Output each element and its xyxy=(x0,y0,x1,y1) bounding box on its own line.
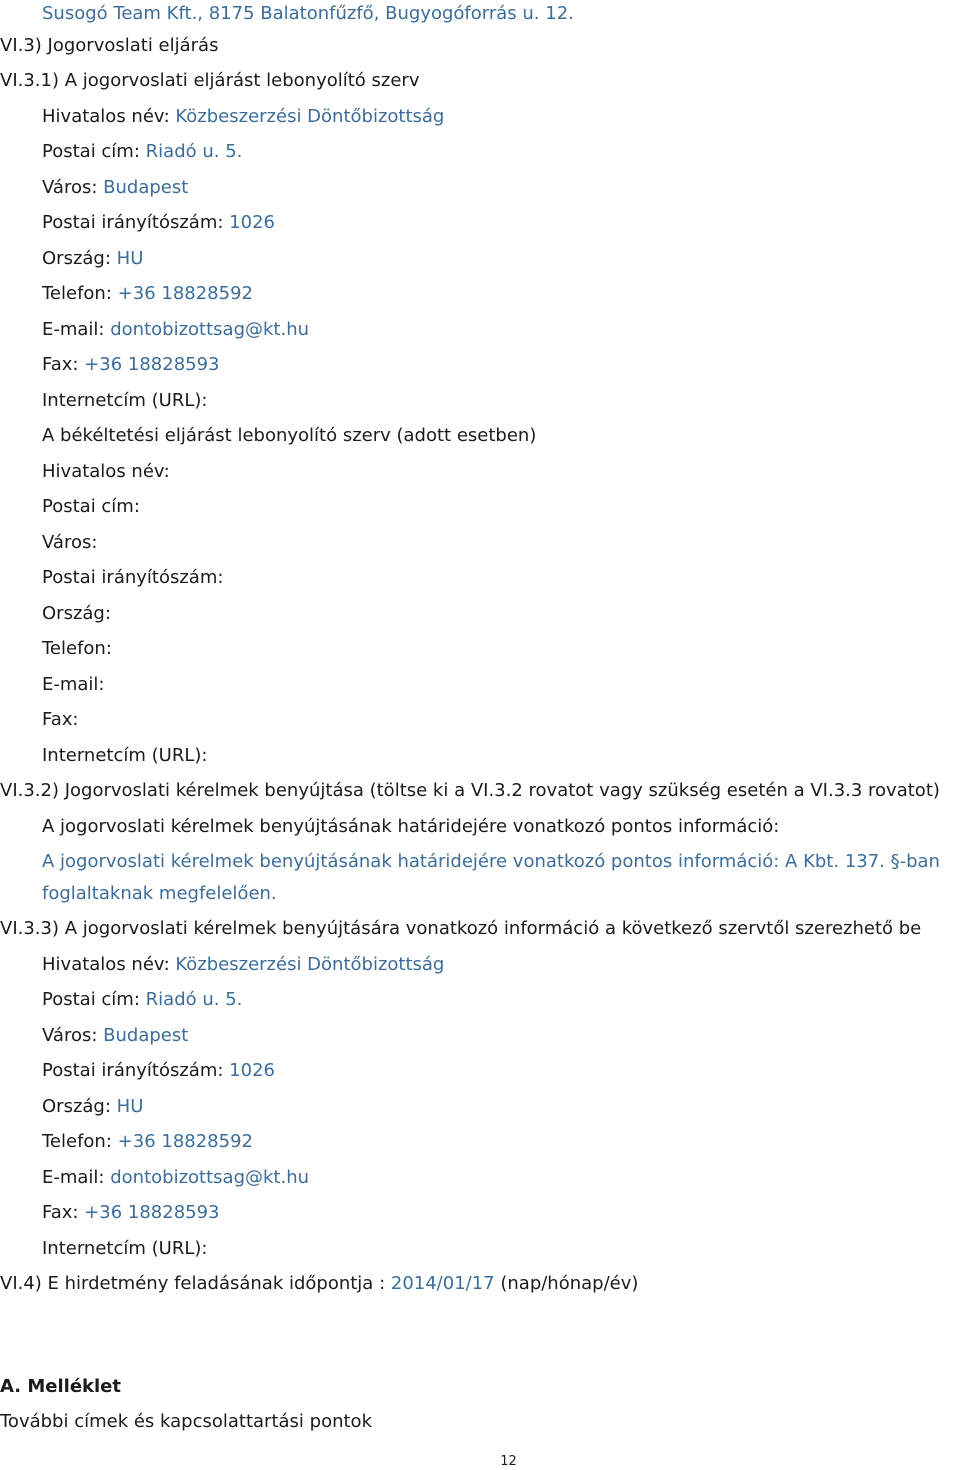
body1-email-label: E-mail: xyxy=(42,319,105,340)
body2-email-label: E-mail: xyxy=(42,1167,105,1188)
body2-country-value: HU xyxy=(116,1096,144,1117)
body2-phone-row xyxy=(42,1130,253,1154)
body2-fax-label: Fax: xyxy=(42,1202,79,1223)
body2-addr-label: Postai cím: xyxy=(42,989,140,1010)
body1-phone-row xyxy=(42,282,253,306)
body2-city-row xyxy=(42,1024,188,1048)
section-vi4-format: (nap/hónap/év) xyxy=(500,1273,639,1294)
body1-zip-value: 1026 xyxy=(229,212,275,233)
annex-subtitle: További címek és kapcsolattartási pontok xyxy=(0,1411,372,1432)
body1-addr-value: Riadó u. 5. xyxy=(145,141,243,162)
body1-email-row xyxy=(42,318,309,342)
mediation-country-label: Ország: xyxy=(42,603,111,624)
section-vi4-label: VI.4) E hirdetmény feladásának időpontja : xyxy=(0,1273,386,1294)
mediation-email-label: E-mail: xyxy=(42,674,105,695)
deadline-value-line2: foglaltaknak megfelelően. xyxy=(42,883,277,904)
body2-phone-label: Telefon: xyxy=(42,1131,112,1152)
body2-name-row xyxy=(42,953,444,977)
body1-city-value: Budapest xyxy=(103,177,189,198)
body1-zip-label: Postai irányítószám: xyxy=(42,212,224,233)
body1-fax-label: Fax: xyxy=(42,354,79,375)
deadline-value-line1: A jogorvoslati kérelmek benyújtásának határidejére vonatkozó pontos információ: A Kbt. 137. §-ban xyxy=(42,851,940,872)
section-vi4-row xyxy=(0,1272,638,1296)
body2-fax-row xyxy=(42,1201,220,1225)
section-vi31-heading: VI.3.1) A jogorvoslati eljárást lebonyolító szerv xyxy=(0,70,420,91)
body2-country-row xyxy=(42,1095,143,1119)
body1-addr-row xyxy=(42,140,242,164)
body2-url-label: Internetcím (URL): xyxy=(42,1238,208,1259)
body1-country-value: HU xyxy=(116,248,144,269)
body1-url-label: Internetcím (URL): xyxy=(42,390,208,411)
body1-phone-value: +36 18828592 xyxy=(117,283,253,304)
body2-city-label: Város: xyxy=(42,1025,98,1046)
body1-name-label: Hivatalos név: xyxy=(42,106,170,127)
contractor-address: Susogó Team Kft., 8175 Balatonfűzfő, Bugyogóforrás u. 12. xyxy=(42,3,574,24)
body1-city-row xyxy=(42,176,188,200)
annex-title: A. Melléklet xyxy=(0,1376,121,1397)
body2-addr-row xyxy=(42,988,242,1012)
body1-phone-label: Telefon: xyxy=(42,283,112,304)
body2-name-label: Hivatalos név: xyxy=(42,954,170,975)
body2-email-value[interactable]: dontobizottsag@kt.hu xyxy=(110,1167,310,1188)
mediation-city-label: Város: xyxy=(42,532,98,553)
body1-fax-row xyxy=(42,353,220,377)
body1-country-row xyxy=(42,247,143,271)
body2-city-value: Budapest xyxy=(103,1025,189,1046)
section-vi33-heading: VI.3.3) A jogorvoslati kérelmek benyújtására vonatkozó információ a következő szervtől szerezhető be xyxy=(0,918,922,939)
section-vi32-heading: VI.3.2) Jogorvoslati kérelmek benyújtása (töltse ki a VI.3.2 rovatot vagy szükség esetén a VI.3.3 rovatot) xyxy=(0,780,940,801)
mediation-fax-label: Fax: xyxy=(42,709,79,730)
mediation-heading: A békéltetési eljárást lebonyolító szerv (adott esetben) xyxy=(42,425,537,446)
body2-zip-row xyxy=(42,1059,275,1083)
section-vi4-date: 2014/01/17 xyxy=(390,1273,495,1294)
body1-country-label: Ország: xyxy=(42,248,111,269)
body1-zip-row xyxy=(42,211,275,235)
body1-city-label: Város: xyxy=(42,177,98,198)
body1-name-value: Közbeszerzési Döntőbizottság xyxy=(175,106,445,127)
body1-fax-value: +36 18828593 xyxy=(84,354,220,375)
mediation-name-label: Hivatalos név: xyxy=(42,461,170,482)
body2-zip-value: 1026 xyxy=(229,1060,275,1081)
body2-email-row xyxy=(42,1166,309,1190)
body2-addr-value: Riadó u. 5. xyxy=(145,989,243,1010)
body2-zip-label: Postai irányítószám: xyxy=(42,1060,224,1081)
body2-phone-value: +36 18828592 xyxy=(117,1131,253,1152)
body1-name-row xyxy=(42,105,444,129)
mediation-url-label: Internetcím (URL): xyxy=(42,745,208,766)
body2-name-value: Közbeszerzési Döntőbizottság xyxy=(175,954,445,975)
deadline-label: A jogorvoslati kérelmek benyújtásának határidejére vonatkozó pontos információ: xyxy=(42,816,780,837)
mediation-zip-label: Postai irányítószám: xyxy=(42,567,224,588)
section-vi3-heading: VI.3) Jogorvoslati eljárás xyxy=(0,35,219,56)
mediation-addr-label: Postai cím: xyxy=(42,496,140,517)
body1-email-value[interactable]: dontobizottsag@kt.hu xyxy=(110,319,310,340)
page-number: 12 xyxy=(500,1454,517,1469)
body1-addr-label: Postai cím: xyxy=(42,141,140,162)
body2-country-label: Ország: xyxy=(42,1096,111,1117)
body2-fax-value: +36 18828593 xyxy=(84,1202,220,1223)
mediation-phone-label: Telefon: xyxy=(42,638,112,659)
